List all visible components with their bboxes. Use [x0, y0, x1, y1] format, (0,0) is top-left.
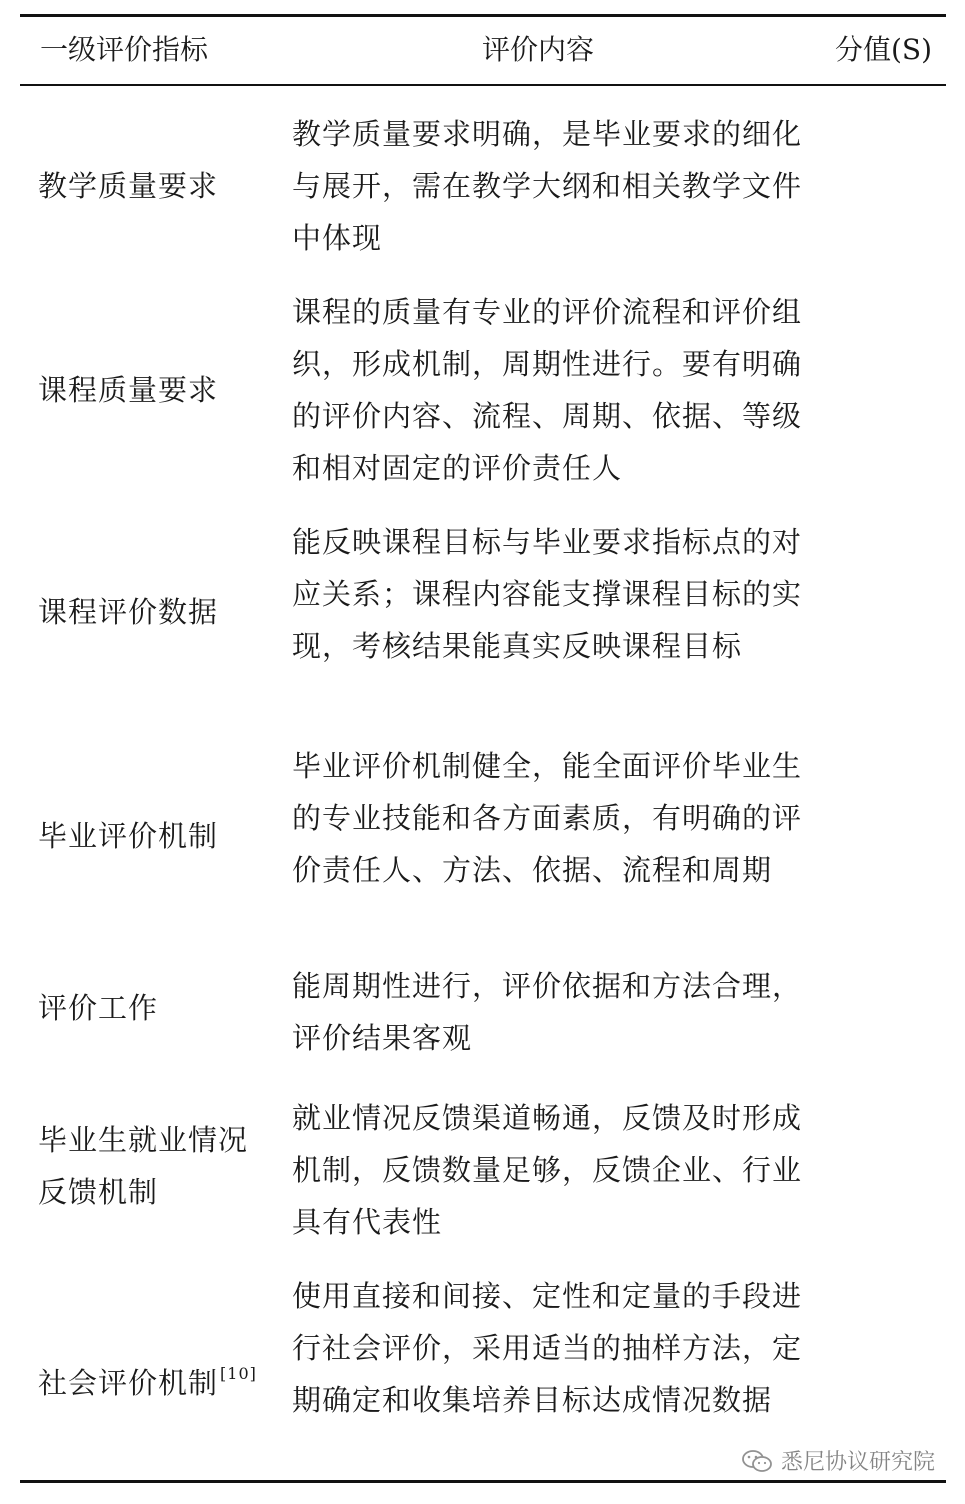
row-indicator: 毕业评价机制 [38, 819, 219, 853]
table-row [20, 1092, 946, 1252]
table-row [20, 960, 946, 1070]
wechat-icon [741, 1449, 773, 1473]
row-content: 就业情况反馈渠道畅通，反馈及时形成机制，反馈数量足够，反馈企业、行业具有代表性 [292, 1101, 803, 1239]
row-indicator-text: 社会评价机制 [38, 1366, 219, 1400]
row-content: 教学质量要求明确，是毕业要求的细化与展开，需在教学大纲和相关教学文件中体现 [292, 117, 803, 255]
row-content: 能反映课程目标与毕业要求指标点的对应关系；课程内容能支撑课程目标的实现，考核结果能真实反映课程目标 [292, 525, 803, 663]
row-indicator: 课程评价数据 [38, 595, 219, 629]
row-content: 课程的质量有专业的评价流程和评价组织，形成机制，周期性进行。要有明确的评价内容、流程、周期、依据、等级和相对固定的评价责任人 [292, 295, 803, 485]
watermark-text: 悉尼协议研究院 [780, 1450, 935, 1475]
table-bottom-rule [20, 1480, 946, 1483]
watermark [741, 1445, 935, 1476]
row-content: 能周期性进行，评价依据和方法合理，评价结果客观 [292, 969, 803, 1055]
header-content: 评价内容 [482, 33, 595, 66]
row-indicator: 教学质量要求 [38, 169, 219, 203]
table-row [20, 108, 946, 268]
row-indicator: 课程质量要求 [38, 373, 219, 407]
header-score: 分值(S) [834, 33, 932, 66]
row-content: 使用直接和间接、定性和定量的手段进行社会评价，采用适当的抽样方法，定期确定和收集培养目标达成情况数据 [292, 1279, 803, 1417]
table-row [20, 516, 946, 726]
evaluation-table [20, 14, 946, 1484]
row-indicator [38, 1348, 268, 1409]
row-indicator: 评价工作 [38, 991, 159, 1025]
citation-reference: [10] [220, 1364, 257, 1383]
table-row [20, 286, 946, 496]
row-indicator: 毕业生就业情况反馈机制 [38, 1123, 249, 1209]
header-indicator: 一级评价指标 [40, 33, 209, 66]
table-header-rule [20, 84, 946, 86]
row-content: 毕业评价机制健全，能全面评价毕业生的专业技能和各方面素质，有明确的评价责任人、方法、依据、流程和周期 [292, 749, 803, 887]
table-row [20, 740, 946, 950]
table-top-rule [20, 14, 946, 17]
